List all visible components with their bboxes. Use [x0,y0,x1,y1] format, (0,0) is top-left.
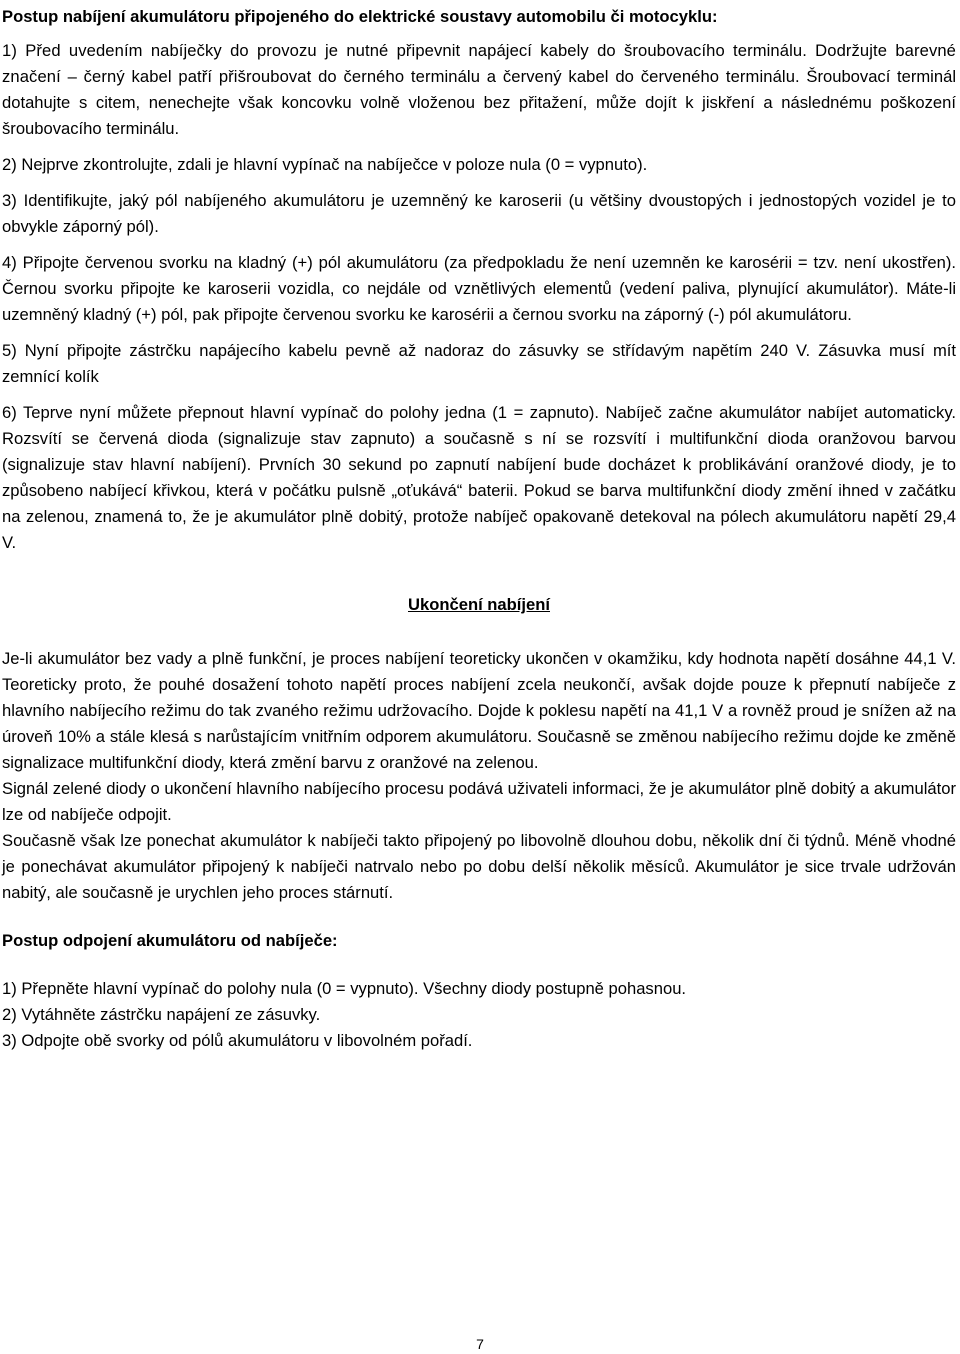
step-6-paragraph: 6) Teprve nyní můžete přepnout hlavní vypínač do polohy jedna (1 = zapnuto). Nabíječ začne akumulátor nabíjet automaticky. Rozsvítí se červená dioda (signalizuje stav zapnuto) a současně s ní se rozsvítí i multifunkční dioda oranžovou barvou (signalizuje stav hlavní nabíjení). Prvních 30 sekund po zapnutí nabíjení bude docházet k problikávání oranžové diody, je to způsobeno nabíjecí křivkou, která v počátku pulsně „oťukává“ baterii. Pokud se barva multifunkční diody změní ihned v začátku na zelenou, znamená to, že je akumulátor plně dobitý, protože nabíječ opakovaně detekoval na pólech akumulátoru napětí 29,4 V. [2,403,956,552]
charging-end-paragraph-2: Signál zelené diody o ukončení hlavního nabíjecího procesu podává uživateli informaci, že je akumulátor plně dobitý a akumulátor lze od nabíječe odpojit. [2,779,956,824]
charging-end-paragraph-3: Současně však lze ponechat akumulátor k nabíječi takto připojený po libovolně dlouhou dobu, několik dní či týdnů. Méně vhodné je ponechávat akumulátor připojený k nabíječi natrvalo nebo po dobu delší několik měsíců. Akumulátor je sice trvale udržován nabitý, ale současně je urychlen jeho proces stárnutí. [2,831,956,902]
step-1-text-a: 1) Před uvedením nabíječky do provozu je nutné připevnit napájecí kabely do šroubovacího terminálu. Dodržujte barevné značení – černý kabel patří přišroubovat do černého terminálu a červený kabel do červeného terminálu. [2,41,956,86]
step-3-paragraph: 3) Identifikujte, jaký pól nabíjeného akumulátoru je uzemněný ke karoserii (u většiny dvoustopých i jednostopých vozidel je to obvykle záporný pól). [2,191,956,236]
step-4-paragraph: 4) Připojte červenou svorku na kladný (+) pól akumulátoru (za předpokladu že není uzemněn ke karosérii = tzv. není ukostřen). Černou svorku připojte ke karoserii vozidla, co nejdále od vznětlivých elementů (vedení paliva, plynující akumulátor). Máte-li uzemněný kladný (+) pól, pak připojte červenou svorku ke karosérii a černou svorku na záporný (-) pól akumulátoru. [2,253,956,324]
charging-end-paragraph-1: Je-li akumulátor bez vady a plně funkční, je proces nabíjení teoreticky ukončen v okamžiku, kdy hodnota napětí dosáhne 44,1 V. Teoreticky proto, že pouhé dosažení tohoto napětí proces nabíjení zcela neukončí, avšak dojde pouze k přepnutí nabíječe z hlavního nabíjecího režimu do tak zvaného režimu udržovacího. Dojde k poklesu napětí na 41,1 V a rovněž proud je snížen až na úroveň 10% a stále klesá s narůstajícím vnitřním odporem akumulátoru. Současně se změnou nabíjecího režimu dojde ke změně signalizace multifunkční diody, která změní barvu z oranžové na zelenou. [2,649,956,772]
charging-end-title: Ukončení nabíjení [408,595,550,614]
page-number: 7 [476,1336,484,1352]
step-5-paragraph: 5) Nyní připojte zástrčku napájecího kabelu pevně až nadoraz do zásuvky se střídavým napětím 240 V. Zásuvka musí mít zemnící kolík [2,341,956,386]
charging-procedure-heading: Postup nabíjení akumulátoru připojeného do elektrické soustavy automobilu či motocyklu: [2,7,718,26]
document-page [2,0,956,1054]
disconnect-step-3: 3) Odpojte obě svorky od pólů akumulátoru v libovolném pořadí. [2,1031,473,1050]
step-1-text-b: Šroubovací terminál dotahujte s citem, nenechejte však koncovku volně vloženou bez přitažení, může dojít k jiskření a následnému poškození šroubovacího terminálu. [2,67,957,138]
step-2-paragraph: 2) Nejprve zkontrolujte, zdali je hlavní vypínač na nabíječce v poloze nula (0 = vypnuto). [2,155,648,174]
disconnect-procedure-heading: Postup odpojení akumulátoru od nabíječe: [2,931,338,950]
disconnect-step-1: 1) Přepněte hlavní vypínač do polohy nula (0 = vypnuto). Všechny diody postupně pohasnou. [2,979,687,998]
step-1-paragraph [2,38,956,142]
disconnect-step-2: 2) Vytáhněte zástrčku napájení ze zásuvky. [2,1005,321,1024]
